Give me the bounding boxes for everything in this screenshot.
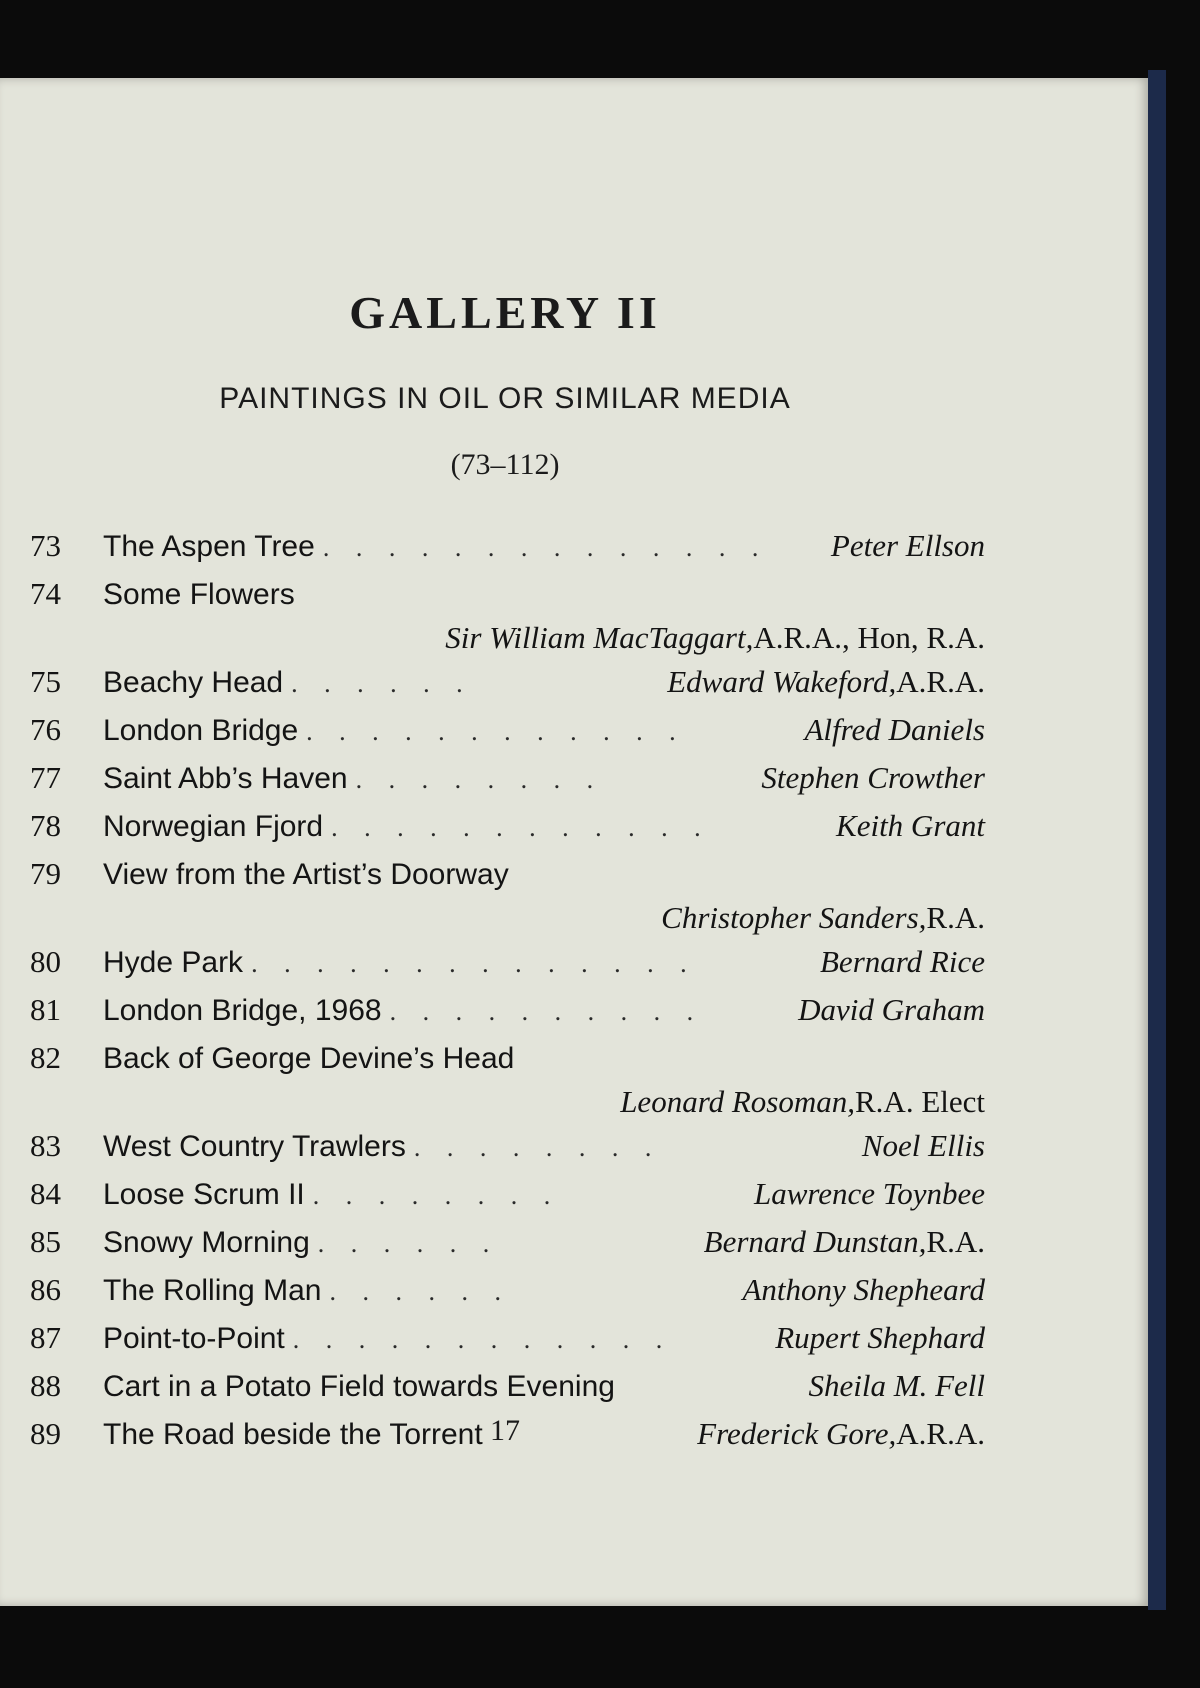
entry-title: Norwegian Fjord — [103, 810, 324, 843]
entry-number: 81 — [30, 992, 61, 1027]
entry-number: 83 — [30, 1128, 61, 1163]
entry-title: Point-to-Point — [103, 1322, 285, 1355]
entry-number: 80 — [30, 944, 61, 979]
entry-number: 82 — [30, 1040, 61, 1075]
page-number: 17 — [490, 1414, 520, 1447]
leader-dots: . . . . . . . . . . — [389, 997, 704, 1026]
leader-dots: . . . . . . . . . . . . — [306, 717, 686, 746]
section-subtitle: PAINTINGS IN OIL OR SIMILAR MEDIA — [219, 382, 791, 415]
entry-artist: Frederick Gore, — [697, 1416, 897, 1451]
entry-number: 88 — [30, 1368, 61, 1403]
entry-artist: Peter Ellson — [830, 528, 985, 563]
entry-title: The Road beside the Torrent — [103, 1418, 483, 1451]
entry-title: The Rolling Man — [103, 1274, 322, 1307]
entry-title: View from the Artist’s Doorway — [103, 858, 509, 891]
book-cover-edge — [1148, 70, 1166, 1610]
catalogue-entry — [30, 570, 985, 658]
leader-dots: . . . . . . . . . . . . . . — [251, 949, 697, 978]
entry-artist: David Graham — [798, 992, 985, 1027]
entry-artist: Bernard Dunstan, — [703, 1224, 927, 1259]
entry-artist: Christopher Sanders, — [661, 900, 927, 935]
entry-artist-honours: R.A. Elect — [855, 1084, 985, 1119]
leader-dots: . . . . . . — [329, 1277, 511, 1306]
entry-number: 73 — [30, 528, 61, 563]
entry-artist: Lawrence Toynbee — [753, 1176, 985, 1211]
catalogue-entry — [30, 1122, 985, 1170]
leader-dots: . . . . . . . . . . . . . . — [322, 533, 769, 562]
catalogue-range: (73–112) — [450, 448, 560, 481]
entry-number: 89 — [30, 1416, 61, 1451]
leader-dots: . . . . . . . . . . . . — [331, 813, 711, 842]
catalogue-entry — [30, 1314, 985, 1362]
entry-artist: Leonard Rosoman, — [620, 1084, 855, 1119]
entry-title: Hyde Park — [103, 946, 244, 979]
entry-artist-honours: A.R.A. — [896, 664, 985, 699]
entry-number: 85 — [30, 1224, 61, 1259]
catalogue-entry — [30, 802, 985, 850]
entry-title: West Country Trawlers — [103, 1130, 406, 1163]
catalogue-entry — [30, 1170, 985, 1218]
catalogue-entry — [30, 1218, 985, 1266]
catalogue-entry — [30, 706, 985, 754]
catalogue-entry — [30, 986, 985, 1034]
leader-dots: . . . . . . — [291, 669, 473, 698]
entry-artist: Bernard Rice — [820, 944, 985, 979]
entry-number: 78 — [30, 808, 61, 843]
entry-artist: Alfred Daniels — [804, 712, 985, 747]
entry-title: Snowy Morning — [103, 1226, 310, 1259]
leader-dots: . . . . . . . . — [312, 1181, 561, 1210]
entry-artist: Stephen Crowther — [761, 760, 985, 795]
entry-artist-honours: A.R.A., Hon, R.A. — [753, 620, 985, 655]
entry-number: 86 — [30, 1272, 61, 1307]
entry-title: London Bridge — [103, 714, 299, 747]
entry-artist: Edward Wakeford, — [667, 664, 897, 699]
leader-dots: . . . . . . . . . . . . — [292, 1325, 673, 1354]
catalogue-entry — [30, 658, 985, 706]
entry-title: Some Flowers — [103, 578, 295, 611]
catalogue-entry — [30, 1266, 985, 1314]
entry-title: Loose Scrum II — [103, 1178, 305, 1211]
entry-artist: Sir William MacTaggart, — [445, 620, 754, 655]
entry-number: 87 — [30, 1320, 61, 1355]
page-title: GALLERY II — [349, 287, 661, 338]
leader-dots: . . . . . . . . — [413, 1133, 662, 1162]
catalogue-list — [30, 522, 985, 1458]
entry-number: 75 — [30, 664, 61, 699]
entry-number: 84 — [30, 1176, 61, 1211]
entry-artist-honours: R.A. — [926, 900, 985, 935]
entry-title: Saint Abb’s Haven — [103, 762, 348, 795]
leader-dots: . . . . . . . . — [355, 765, 604, 794]
entry-artist-honours: A.R.A. — [896, 1416, 985, 1451]
entry-artist: Anthony Shepheard — [742, 1272, 985, 1307]
entry-title: Cart in a Potato Field towards Evening — [103, 1370, 615, 1403]
entry-artist: Keith Grant — [836, 808, 985, 843]
catalogue-entry — [30, 522, 985, 570]
leader-dots: . . . . . . — [317, 1229, 500, 1258]
catalogue-entry — [30, 938, 985, 986]
entry-artist-honours: R.A. — [926, 1224, 985, 1259]
catalogue-entry — [30, 1034, 985, 1122]
entry-number: 79 — [30, 856, 61, 891]
catalogue-entry — [30, 754, 985, 802]
catalogue-entry — [30, 1362, 985, 1410]
entry-title: Back of George Devine’s Head — [103, 1042, 515, 1075]
entry-number: 74 — [30, 576, 61, 611]
entry-number: 77 — [30, 760, 61, 795]
entry-artist: Rupert Shephard — [775, 1320, 985, 1355]
entry-title: The Aspen Tree — [103, 530, 315, 563]
entry-artist: Noel Ellis — [861, 1128, 985, 1163]
entry-number: 76 — [30, 712, 61, 747]
catalogue-entry — [30, 850, 985, 938]
entry-title: London Bridge, 1968 — [103, 994, 382, 1027]
entry-title: Beachy Head — [103, 666, 284, 699]
entry-artist: Sheila M. Fell — [808, 1368, 985, 1403]
